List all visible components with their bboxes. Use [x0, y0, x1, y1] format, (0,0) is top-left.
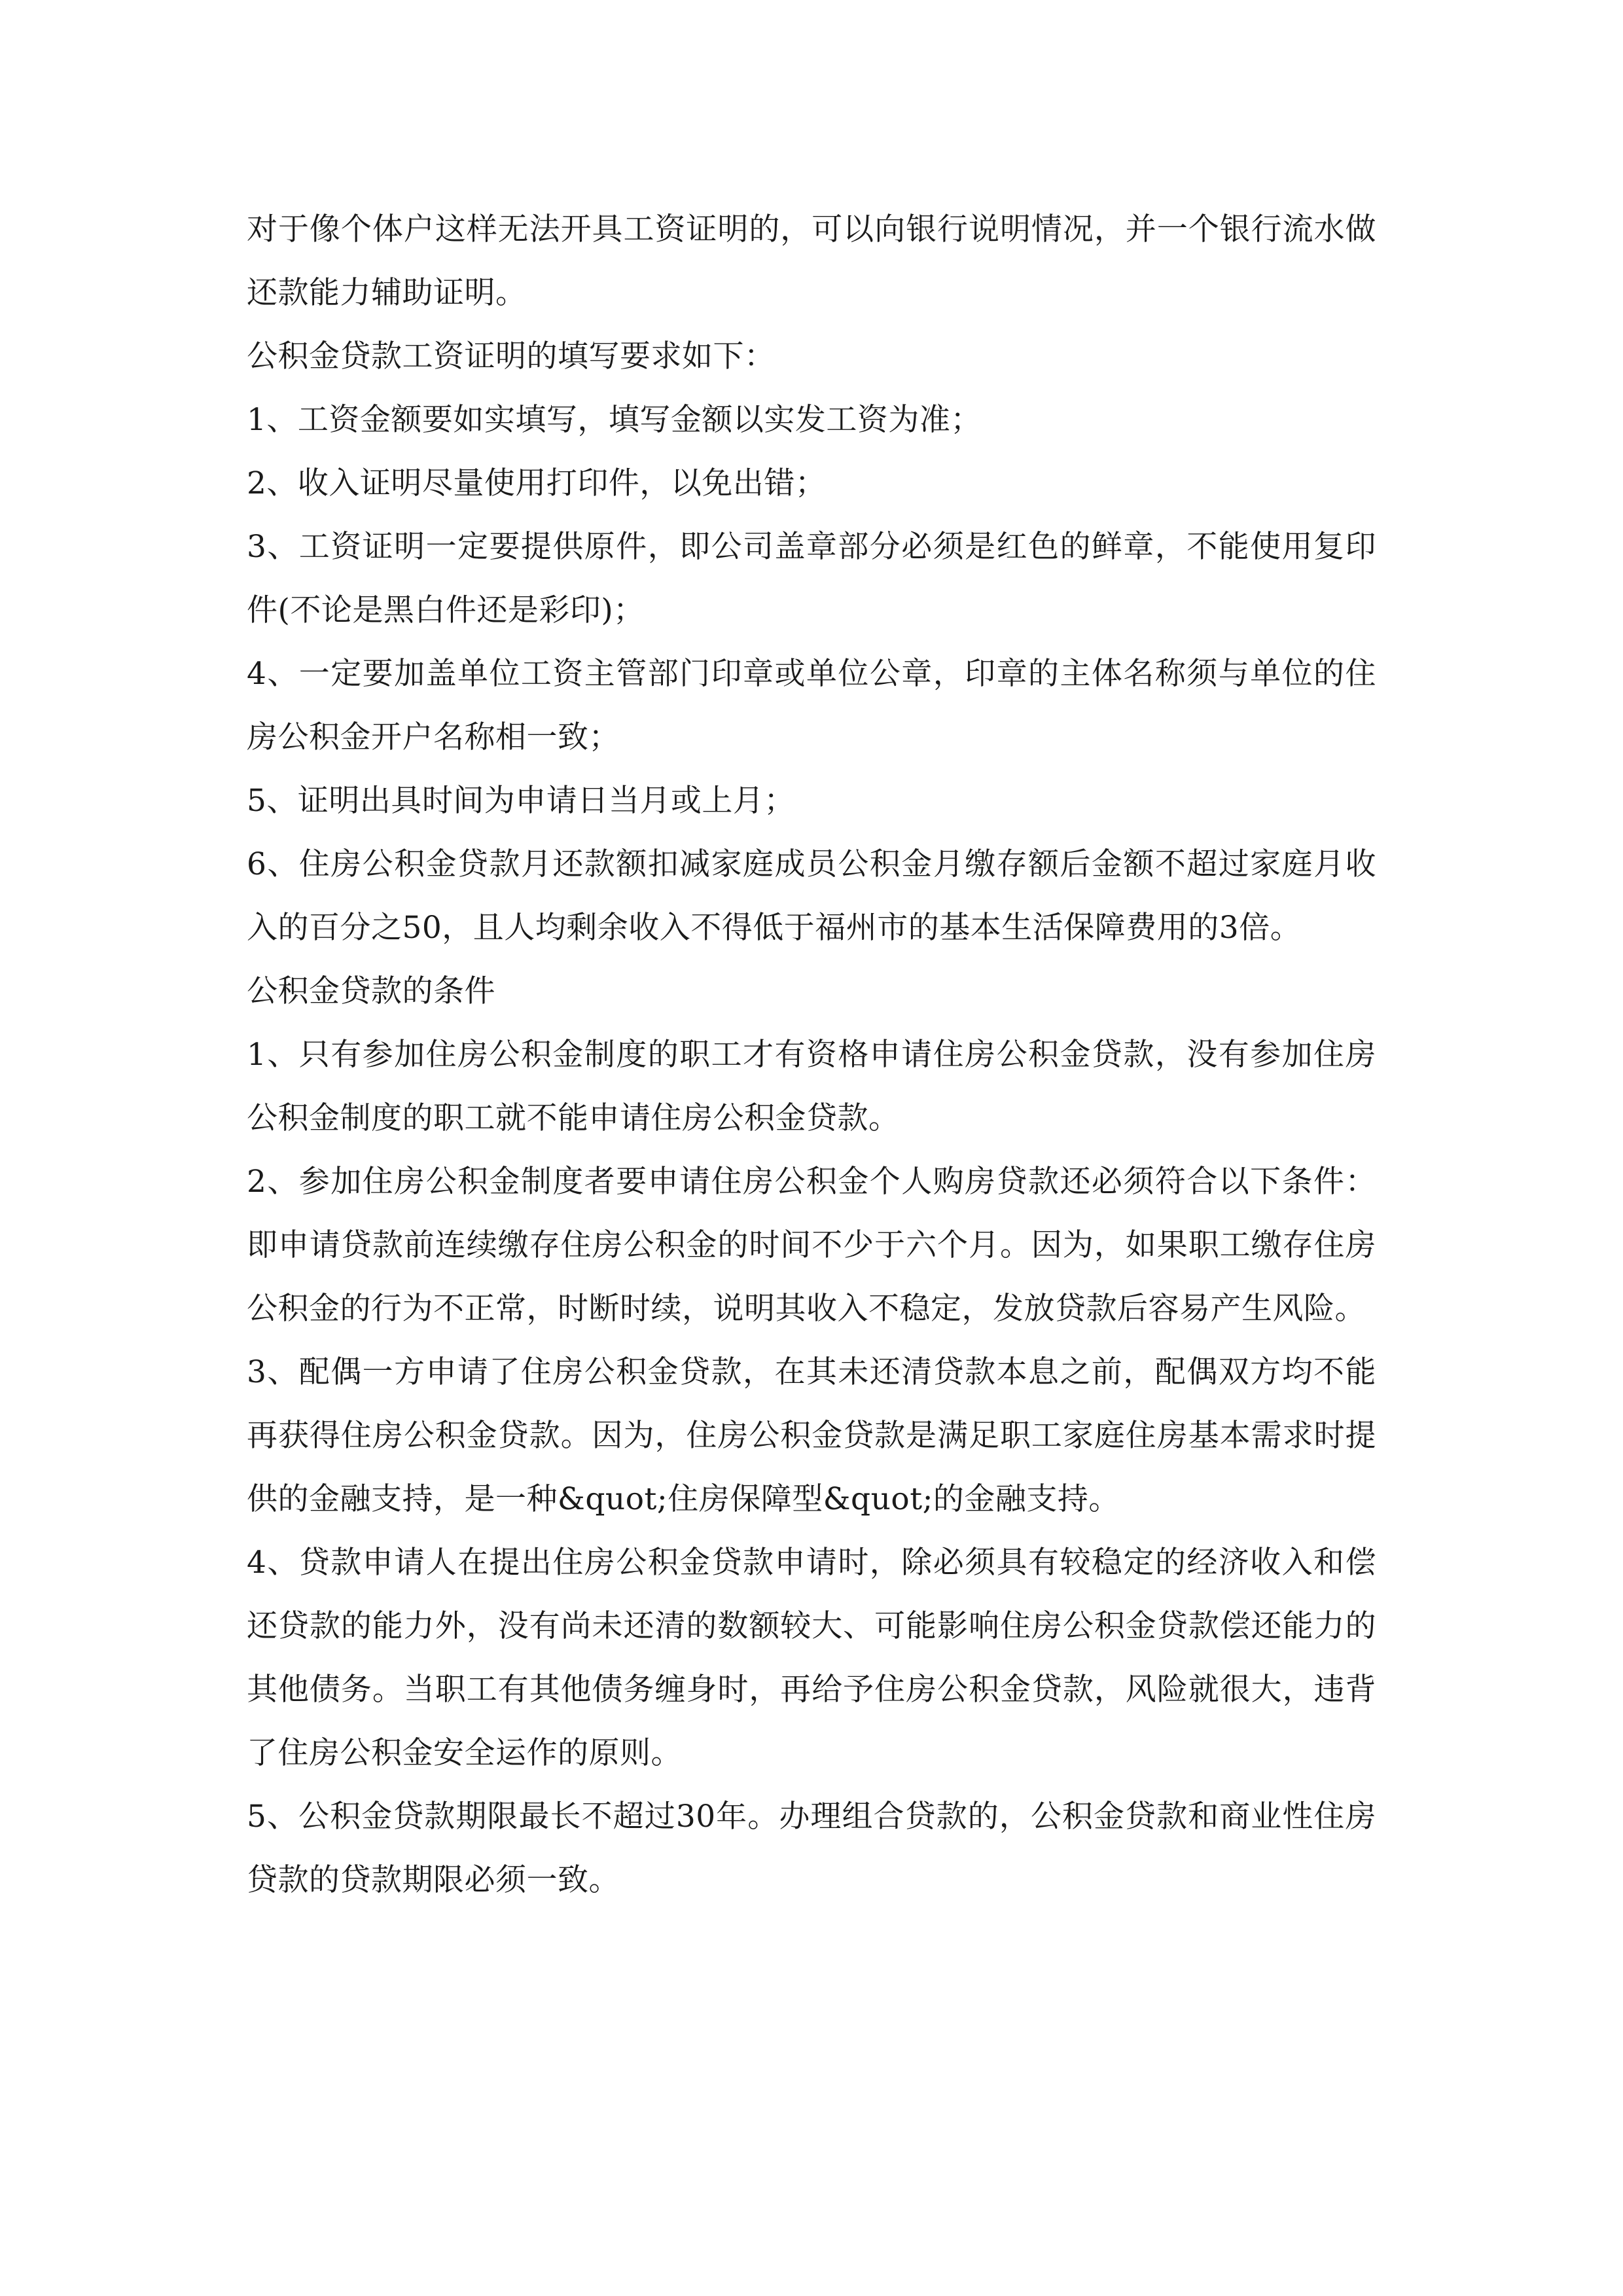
list-item: 5、证明出具时间为申请日当月或上月； [247, 783, 795, 819]
list-item: 6、住房公积金贷款月还款额扣减家庭成员公积金月缴存额后金额不超过家庭月收入的百分之50，且人均剩余收入不得低于福州市的基本生活保障费用的3倍。 [247, 846, 1376, 946]
list-item: 4、贷款申请人在提出住房公积金贷款申请时，除必须具有较稳定的经济收入和偿还贷款的能力外，没有尚未还清的数额较大、可能影响住房公积金贷款偿还能力的其他债务。当职工有其他债务缠身时，再给予住房公积金贷款，风险就很大，违背了住房公积金安全运作的原则。 [247, 1545, 1376, 1771]
list-item: 2、收入证明尽量使用打印件，以免出错； [247, 465, 827, 501]
list-item: 5、公积金贷款期限最长不超过30年。办理组合贷款的，公积金贷款和商业性住房贷款的贷款期限必须一致。 [247, 1799, 1376, 1898]
list-item: 1、工资金额要如实填写，填写金额以实发工资为准； [247, 402, 982, 438]
list-item: 2、参加住房公积金制度者要申请住房公积金个人购房贷款还必须符合以下条件：即申请贷款前连续缴存住房公积金的时间不少于六个月。因为，如果职工缴存住房公积金的行为不正常，时断时续，说明其收入不稳定，发放贷款后容易产生风险。 [247, 1164, 1376, 1327]
list-item: 3、工资证明一定要提供原件，即公司盖章部分必须是红色的鲜章，不能使用复印件(不论是黑白件还是彩印)； [247, 529, 1376, 628]
paragraph-intro: 对于像个体户这样无法开具工资证明的，可以向银行说明情况，并一个银行流水做还款能力辅助证明。 [247, 211, 1376, 311]
list-item: 4、一定要加盖单位工资主管部门印章或单位公章，印章的主体名称须与单位的住房公积金开户名称相一致； [247, 656, 1376, 755]
list-item: 1、只有参加住房公积金制度的职工才有资格申请住房公积金贷款，没有参加住房公积金制度的职工就不能申请住房公积金贷款。 [247, 1037, 1376, 1136]
document-body [247, 198, 1376, 1912]
section-heading-salary-proof: 公积金贷款工资证明的填写要求如下： [247, 338, 776, 374]
list-item: 3、配偶一方申请了住房公积金贷款，在其未还清贷款本息之前，配偶双方均不能再获得住房公积金贷款。因为，住房公积金贷款是满足职工家庭住房基本需求时提供的金融支持，是一种&quot;住房保障型&quot;的金融支持。 [247, 1354, 1376, 1517]
section-heading-loan-conditions: 公积金贷款的条件 [247, 973, 495, 1009]
